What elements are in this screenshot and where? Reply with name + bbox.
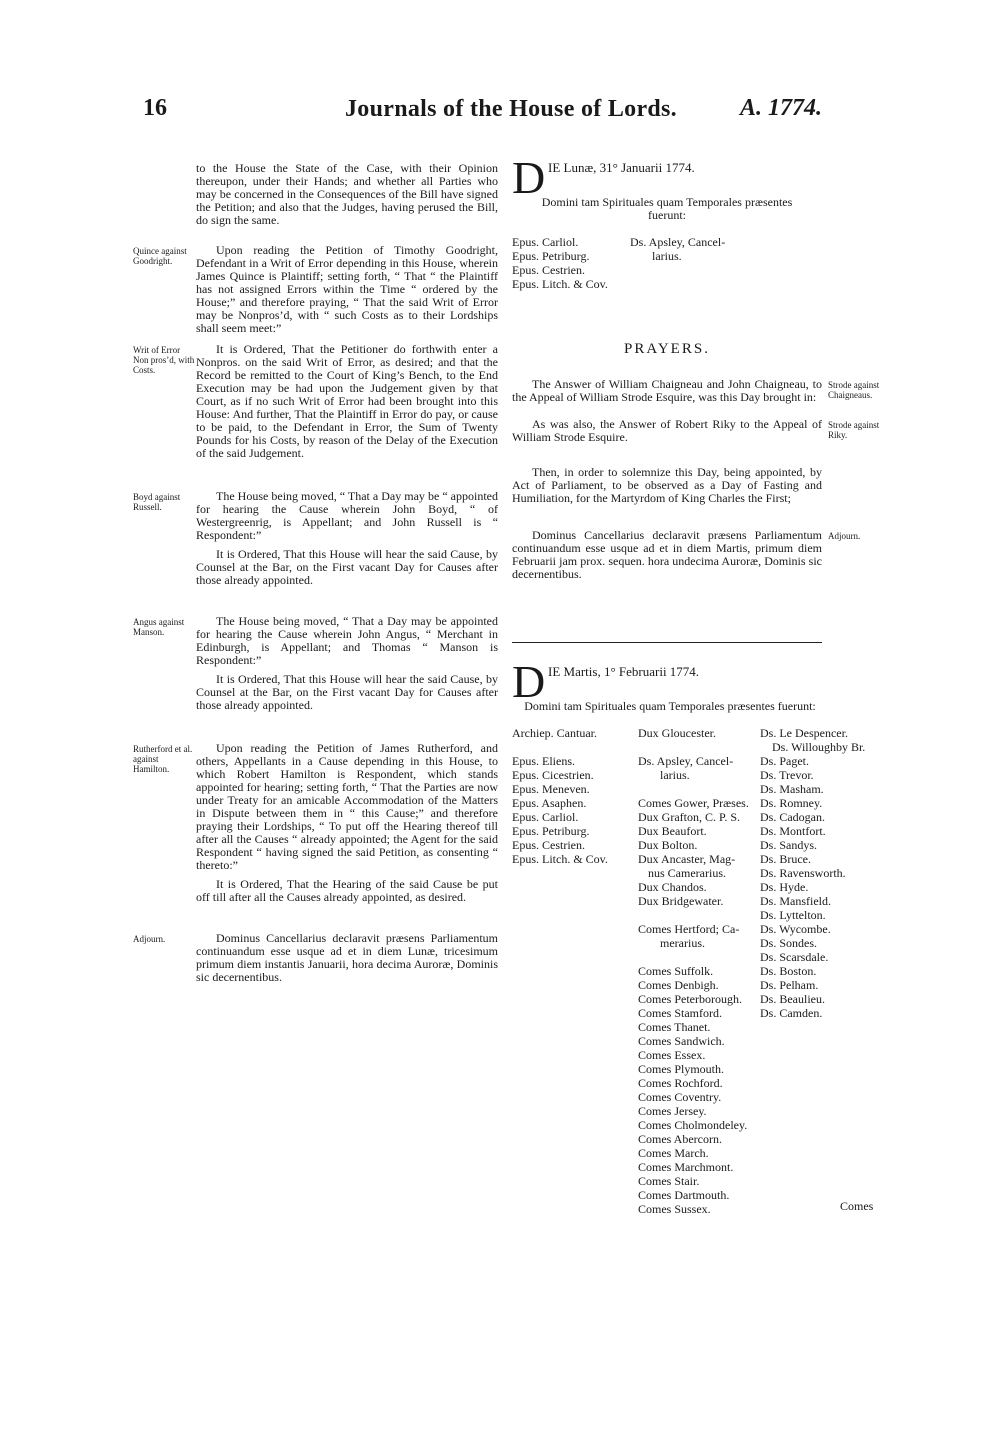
page-number: 16 — [143, 95, 167, 121]
attendee: Comes Thanet. — [638, 1020, 711, 1034]
attendee: Comes Plymouth. — [638, 1062, 725, 1076]
day-1-title: IE Lunæ, 31° Januarii 1774. — [548, 160, 695, 175]
day-1-col-bishops — [512, 235, 608, 291]
entry-angus — [133, 614, 498, 712]
attendee: Ds. Boston. — [760, 964, 817, 978]
day-1-attendance — [512, 235, 822, 313]
attendee: Epus. Asaphen. — [512, 796, 587, 810]
rutherford-paragraph-2: It is Ordered, That the Hearing of the said Cause be put off till after all the Causes already appointed, as desired. — [196, 877, 498, 904]
day-2-col-barons — [760, 726, 865, 1020]
strode-1-paragraph: The Answer of William Chaigneau and John Chaigneau, to the Appeal of William Strode Esquire, was this Day brought in: — [512, 377, 822, 404]
attendee: Ds. Cadogan. — [760, 810, 825, 824]
strode-2-paragraph: As was also, the Answer of Robert Riky to the Appeal of William Strode Esquire. — [512, 417, 822, 444]
attendee: Comes Cholmondeley. — [638, 1118, 748, 1132]
attendee: Comes Essex. — [638, 1048, 706, 1062]
attendee: Epus. Petriburg. — [512, 824, 590, 838]
attendee — [638, 740, 749, 754]
attendee — [638, 782, 749, 796]
attendee: Ds. Paget. — [760, 754, 809, 768]
attendee: Dux Bolton. — [638, 838, 698, 852]
attendee: Comes Sandwich. — [638, 1034, 725, 1048]
attendee: Comes Denbigh. — [638, 978, 719, 992]
catchword: Comes — [840, 1199, 874, 1213]
attendee: Comes March. — [638, 1146, 709, 1160]
entry-strode-1 — [512, 377, 880, 404]
attendee: Comes Hertford; Ca- — [638, 922, 740, 936]
entry-boyd — [133, 489, 498, 587]
attendee: Dux Beaufort. — [638, 824, 707, 838]
attendee: Comes Gower, Præses. — [638, 796, 749, 810]
attendee: Epus. Litch. & Cov. — [512, 277, 608, 291]
boyd-paragraph-2: It is Ordered, That this House will hear the said Cause, by Counsel at the Bar, on the First vacant Day for Causes after those already appointed. — [196, 547, 498, 587]
attendee: merarius. — [660, 936, 705, 950]
attendee: nus Camerarius. — [648, 866, 726, 880]
attendee: Comes Peterborough. — [638, 992, 742, 1006]
margin-note-strode-2: Strode against Riky. — [828, 420, 880, 440]
attendee: Ds. Hyde. — [760, 880, 809, 894]
entry-adjourn-right — [512, 528, 861, 581]
attendee: Dux Bridgewater. — [638, 894, 724, 908]
solemnize-paragraph: Then, in order to solemnize this Day, being appointed, by Act of Parliament, to be observed as a Day of Fasting and Humiliation, for the Martyrdom of King Charles the First; — [512, 465, 822, 505]
attendee: Ds. Camden. — [760, 1006, 823, 1020]
day-2-present: Domini tam Spirituales quam Temporales præsentes fuerunt: — [524, 699, 816, 713]
day-1-present: Domini tam Spirituales quam Temporales præsentes fuerunt: — [541, 195, 793, 222]
adjourn-left-paragraph: Dominus Cancellarius declaravit præsens Parliamentum continuandum esse usque ad et in diem Lunæ, tricesimum primum diem instantis Januarii, hora decima Auroræ, Dominis sic decernentibus. — [196, 931, 498, 984]
margin-note-strode-1: Strode against Chaigneaus. — [828, 380, 880, 400]
attendee: Ds. Romney. — [760, 796, 823, 810]
attendee: Epus. Carliol. — [512, 810, 579, 824]
section-divider — [512, 642, 822, 643]
day-heading-1 — [512, 152, 822, 203]
adjourn-right-paragraph: Dominus Cancellarius declaravit præsens Parliamentum continuandum esse usque ad et in diem Martis, primum diem Februarii jam prox. sequen. hora undecima Auroræ, Dominis sic decernentibus. — [512, 528, 822, 581]
attendee: Ds. Le Despencer. — [760, 726, 848, 740]
attendee: Ds. Lyttelton. — [760, 908, 826, 922]
attendee — [638, 950, 749, 964]
attendee: Ds. Wycombe. — [760, 922, 831, 936]
entry-adjourn-left — [133, 931, 498, 984]
attendee: Comes Stair. — [638, 1174, 700, 1188]
day-2-col-bishops — [512, 726, 608, 866]
attendee: Comes Sussex. — [638, 1202, 711, 1216]
attendee: Dux Gloucester. — [638, 726, 716, 740]
day-2-block — [512, 656, 866, 1216]
attendee — [512, 740, 608, 754]
writ-paragraph: It is Ordered, That the Petitioner do forthwith enter a Nonpros. on the said Writ of Error, as desired; and that the Record be remitted to the Court of King’s Bench, to the End Execution may be had upon the Judgement given by that Court, as if no such Writ of Error had been brought into this House: And further, That the Plaintiff in Error do pay, or cause to be paid, to the Defendant in Error, the Sum of Twenty Pounds for his Costs, by reason of the Delay of the Execution of the said Judgement. — [196, 342, 498, 460]
attendee — [638, 908, 749, 922]
angus-paragraph-1: The House being moved, “ That a Day may be appointed for hearing the Cause wherein John Angus, “ Merchant in Edinburgh, is Appellant; and Thomas “ Manson is Respondent:” — [196, 614, 498, 667]
margin-note-adjourn-left: Adjourn. — [133, 934, 166, 944]
attendee: Comes Rochford. — [638, 1076, 723, 1090]
attendee: Archiep. Cantuar. — [512, 726, 597, 740]
day-2-title: IE Martis, 1° Februarii 1774. — [548, 664, 700, 679]
attendee: larius. — [652, 249, 682, 263]
attendee: Ds. Ravensworth. — [760, 866, 846, 880]
attendee: Epus. Litch. & Cov. — [512, 852, 608, 866]
attendee: Ds. Bruce. — [760, 852, 811, 866]
attendee: Comes Marchmont. — [638, 1160, 734, 1174]
attendee: Comes Suffolk. — [638, 964, 714, 978]
attendee: Ds. Sondes. — [760, 936, 818, 950]
boyd-paragraph-1: The House being moved, “ That a Day may be “ appointed for hearing the Cause wherein John Boyd, “ of Westergreenrig, is Appellant; and John Russell is “ Respondent:” — [196, 489, 498, 542]
day-2-col-dukes-earls — [638, 726, 749, 1216]
attendee: Epus. Petriburg. — [512, 249, 590, 263]
attendee: Comes Stamford. — [638, 1006, 722, 1020]
margin-note-writ: Writ of Error Non pros’d, with Costs. — [133, 345, 195, 375]
margin-note-boyd: Boyd against Russell. — [133, 492, 181, 512]
attendee: Epus. Meneven. — [512, 782, 590, 796]
attendee: Ds. Montfort. — [760, 824, 826, 838]
margin-note-angus: Angus against Manson. — [133, 617, 185, 637]
angus-paragraph-2: It is Ordered, That this House will hear the said Cause, by Counsel at the Bar, on the First vacant Day for Causes after those already appointed. — [196, 672, 498, 712]
attendee: Epus. Cicestrien. — [512, 768, 594, 782]
attendee: Dux Ancaster, Mag- — [638, 852, 736, 866]
entry-strode-2 — [512, 417, 880, 444]
margin-note-rutherford: Rutherford et al. against Hamilton. — [133, 744, 193, 774]
continuation-paragraph: to the House the State of the Case, with their Opinion thereupon, under their Hands; and whether all Parties who may be concerned in the Consequences of the Bill have signed the Petition; and also that the Judges, having perused the Bill, do sign the same. — [196, 161, 498, 227]
attendee: Ds. Trevor. — [760, 768, 814, 782]
attendee: Ds. Beaulieu. — [760, 992, 825, 1006]
day-2-attendance — [512, 726, 866, 1216]
attendee: Ds. Mansfield. — [760, 894, 831, 908]
attendee: Epus. Eliens. — [512, 754, 575, 768]
attendee: Dux Chandos. — [638, 880, 707, 894]
attendee: larius. — [660, 768, 690, 782]
attendee: Ds. Apsley, Cancel- — [638, 754, 734, 768]
year-reference: A. 1774. — [740, 95, 823, 121]
prayers-heading: PRAYERS. — [624, 341, 710, 357]
attendee: Dux Grafton, C. P. S. — [638, 810, 741, 824]
dropcap-1: D — [512, 152, 546, 203]
margin-note-quince: Quince against Goodright. — [133, 246, 187, 266]
margin-note-adjourn-right: Adjourn. — [828, 531, 861, 541]
attendee: Ds. Pelham. — [760, 978, 819, 992]
attendee: Ds. Willoughby Br. — [772, 740, 866, 754]
left-column — [133, 161, 498, 984]
page-header — [0, 90, 992, 130]
right-column — [512, 152, 880, 581]
entry-quince — [133, 243, 498, 335]
day-1-col-lords — [630, 235, 725, 263]
attendee: Ds. Apsley, Cancel- — [630, 235, 726, 249]
running-title: Journals of the House of Lords. — [345, 96, 677, 122]
rutherford-paragraph-1: Upon reading the Petition of James Rutherford, and others, Appellants in a Cause depending in this House, to which Robert Hamilton is Respondent, which stands appointed for hearing; setting forth, “ That the Parties are now under Treaty for an amicable Accommodation of the Matters in Dispute between them in “ this Cause;” and therefore praying their Lordships, “ To put off the Hearing thereof till after all the Causes “ already appointed; the Agent for the said Respondent “ having signed the said Petition, as consenting “ thereto:” — [196, 741, 498, 872]
dropcap-2: D — [512, 656, 546, 707]
attendee: Comes Abercorn. — [638, 1132, 722, 1146]
attendee: Ds. Sandys. — [760, 838, 818, 852]
attendee: Epus. Cestrien. — [512, 263, 585, 277]
entry-writ — [133, 342, 498, 460]
quince-paragraph: Upon reading the Petition of Timothy Goodright, Defendant in a Writ of Error depending in this House, wherein James Quince is Plaintiff; setting forth, “ That “ the Plaintiff has not assigned Errors within the Time “ ordered by the House;” and therefore praying, “ That the said Writ of Error may be Nonpros’d, with “ such Costs as to their Lordships shall seem meet:” — [196, 243, 498, 335]
attendee: Epus. Cestrien. — [512, 838, 585, 852]
attendee: Comes Jersey. — [638, 1104, 707, 1118]
attendee: Comes Coventry. — [638, 1090, 722, 1104]
attendee: Ds. Scarsdale. — [760, 950, 829, 964]
entry-rutherford — [133, 741, 498, 904]
attendee: Epus. Carliol. — [512, 235, 579, 249]
attendee: Comes Dartmouth. — [638, 1188, 730, 1202]
attendee: Ds. Masham. — [760, 782, 824, 796]
